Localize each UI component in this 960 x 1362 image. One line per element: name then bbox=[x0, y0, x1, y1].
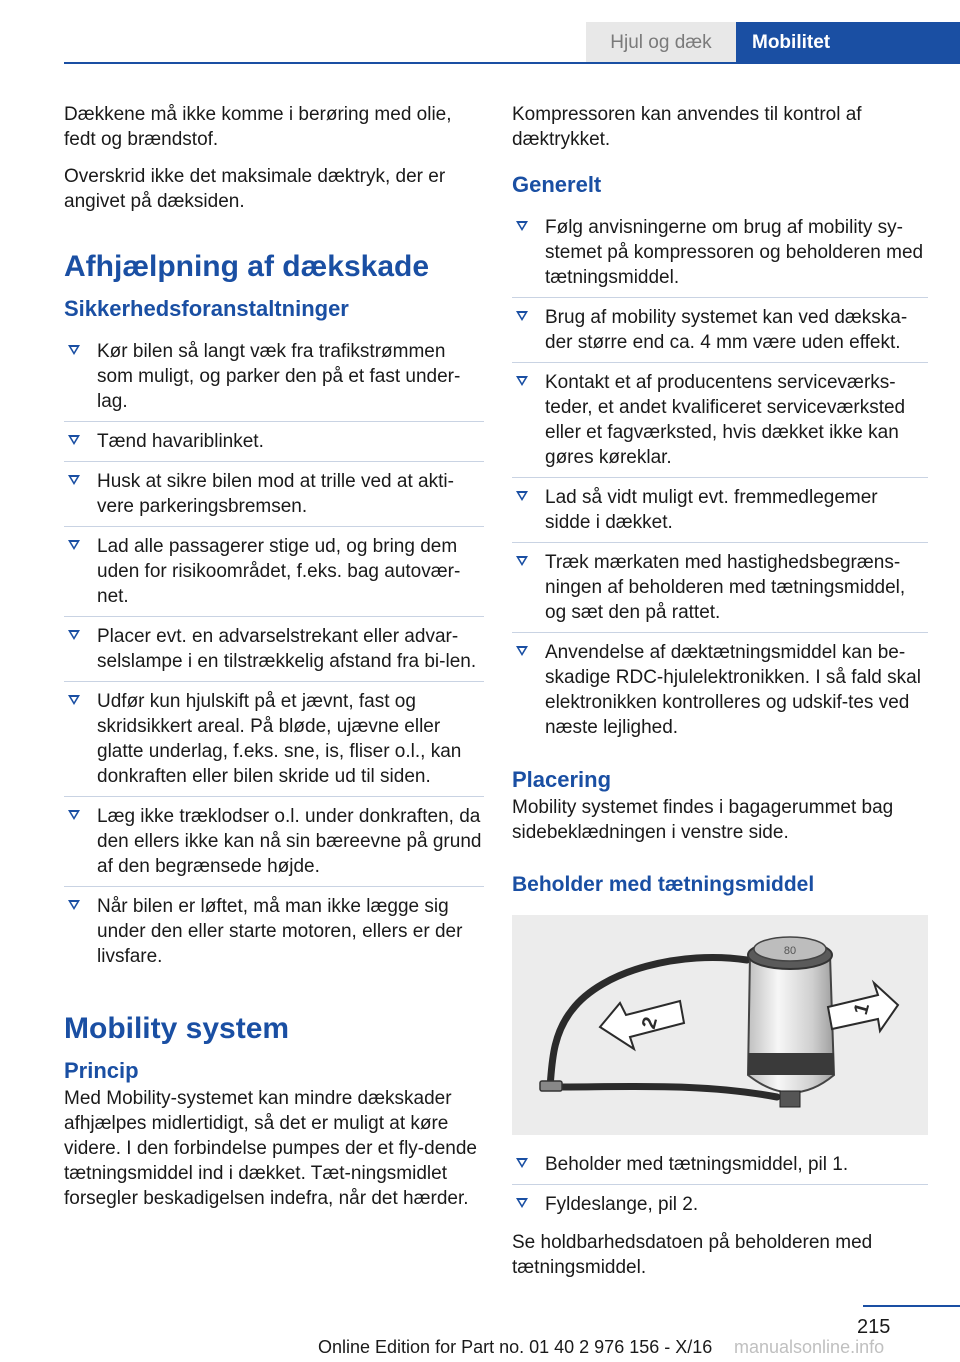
subsection-title-placement: Placering bbox=[512, 767, 612, 792]
safety-list bbox=[64, 332, 484, 976]
section-title-tire-damage: Afhjælpning af dækskade bbox=[64, 250, 430, 283]
list-item bbox=[64, 422, 484, 462]
list-item-text: Lad alle passagerer stige ud, og bring dem uden for risikoområdet, f.eks. bag autovær-net. bbox=[97, 536, 461, 607]
expiry-paragraph: Se holdbarhedsdatoen på beholderen med tætningsmiddel. bbox=[512, 1232, 873, 1278]
list-item bbox=[512, 1185, 928, 1224]
list-item bbox=[64, 462, 484, 527]
list-item-text: Lad så vidt muligt evt. fremmedlegemer sidde i dækket. bbox=[545, 487, 878, 533]
cap-label: 80 bbox=[783, 945, 797, 957]
list-item-text: Læg ikke træklodser o.l. under donkraften, da den ellers ikke kan nå sin bæreevne på grund af den begrænsede højde. bbox=[97, 806, 482, 877]
watermark: manualsonline.info bbox=[734, 1337, 885, 1357]
arrow-1-label: 1 bbox=[849, 1000, 875, 1018]
arrow-2-icon bbox=[600, 1001, 684, 1049]
list-item bbox=[64, 682, 484, 797]
footer-rule bbox=[863, 1305, 960, 1307]
figure-legend-list bbox=[512, 1145, 928, 1224]
intro-paragraph-2: Overskrid ikke det maksimale dæktryk, der er angivet på dæksiden. bbox=[64, 166, 446, 212]
triangle-bullet-icon bbox=[68, 695, 80, 705]
list-item-text: Følg anvisningerne om brug af mobility sy-stemet på kompressoren og beholderen med tætningsmiddel. bbox=[545, 217, 924, 288]
triangle-bullet-icon bbox=[516, 1198, 528, 1208]
list-item-text: Kontakt et af producentens serviceværks-teder, et andet kvalificeret serviceværksted eller et fagværksted, hvis dækket ikke kan gøres køreklar. bbox=[545, 372, 906, 468]
triangle-bullet-icon bbox=[68, 900, 80, 910]
general-list bbox=[512, 208, 928, 747]
list-item bbox=[64, 887, 484, 976]
list-item bbox=[512, 298, 928, 363]
triangle-bullet-icon bbox=[516, 221, 528, 231]
tab-wheels-and-tires[interactable]: Hjul og dæk bbox=[586, 22, 736, 62]
subsection-title-principle: Princip bbox=[64, 1058, 139, 1083]
list-item-text: Tænd havariblinket. bbox=[97, 431, 264, 452]
list-item-text: Anvendelse af dæktætningsmiddel kan be-skadige RDC-hjulelektronikken. I så fald skal elektronikken kontrolleres og udskif-tes ved næste lejlighed. bbox=[545, 642, 921, 738]
header-tabs bbox=[586, 22, 960, 62]
left-column bbox=[64, 102, 484, 1223]
list-item-text: Udfør kun hjulskift på et jævnt, fast og skridsikkert areal. På bløde, ujævne eller glatte underlag, f.eks. sne, is, fliser o.l., kan donkraften eller bilen skride ud til siden. bbox=[97, 691, 462, 787]
subsection-title-safety: Sikkerhedsforanstaltninger bbox=[64, 296, 349, 321]
list-item bbox=[512, 363, 928, 478]
list-item bbox=[64, 527, 484, 617]
triangle-bullet-icon bbox=[516, 491, 528, 501]
list-item bbox=[64, 797, 484, 887]
hose-lower-path bbox=[550, 1086, 777, 1097]
triangle-bullet-icon bbox=[68, 630, 80, 640]
right-column bbox=[512, 102, 928, 1292]
sealant-container-illustration bbox=[512, 915, 928, 1135]
triangle-bullet-icon bbox=[516, 376, 528, 386]
triangle-bullet-icon bbox=[516, 646, 528, 656]
header-rule bbox=[64, 62, 960, 64]
list-item bbox=[512, 543, 928, 633]
compressor-paragraph: Kompressoren kan anvendes til kontrol af dæktrykket. bbox=[512, 104, 862, 150]
intro-paragraph-1: Dækkene må ikke komme i berøring med olie, fedt og brændstof. bbox=[64, 104, 452, 150]
list-item-text: Træk mærkaten med hastighedsbegræns-ningen af beholderen med tætningsmiddel, og sæt den på rattet. bbox=[545, 552, 906, 623]
list-item-text: Når bilen er løftet, må man ikke lægge sig under den eller starte motoren, ellers er der livsfare. bbox=[97, 896, 463, 967]
triangle-bullet-icon bbox=[68, 435, 80, 445]
principle-paragraph: Med Mobility-systemet kan mindre dækskader afhjælpes midlertidigt, så det er muligt at køre videre. I den forbindelse pumpes der et fly-dende tætningsmiddel ind i dækket. Tæt-ningsmidlet forsegler beskadigelsen indefra, når det hærder. bbox=[64, 1088, 477, 1209]
list-item bbox=[512, 478, 928, 543]
edition-footer: Online Edition for Part no. 01 40 2 976 156 - X/16 bbox=[318, 1337, 713, 1357]
list-item-text: Brug af mobility systemet kan ved dækska-der større end ca. 4 mm være uden effekt. bbox=[545, 307, 908, 353]
triangle-bullet-icon bbox=[68, 810, 80, 820]
subsection-title-general: Generelt bbox=[512, 172, 602, 197]
section-title-mobility-system: Mobility system bbox=[64, 1012, 290, 1045]
list-item bbox=[512, 1145, 928, 1185]
triangle-bullet-icon bbox=[68, 540, 80, 550]
list-item-text: Placer evt. en advarselstrekant eller advar-selslampe i en tilstrækkelig afstand fra bi-len. bbox=[97, 626, 477, 672]
triangle-bullet-icon bbox=[516, 556, 528, 566]
triangle-bullet-icon bbox=[516, 311, 528, 321]
list-item-text: Kør bilen så langt væk fra trafikstrømmen som muligt, og parker den på et fast under-lag. bbox=[97, 341, 461, 412]
list-item-text: Husk at sikre bilen mod at trille ved at akti-vere parkeringsbremsen. bbox=[97, 471, 454, 517]
triangle-bullet-icon bbox=[68, 345, 80, 355]
list-item-text: Beholder med tætningsmiddel, pil 1. bbox=[545, 1154, 849, 1175]
list-item bbox=[512, 633, 928, 747]
placement-paragraph: Mobility systemet findes i bagagerummet bag sidebeklædningen i venstre side. bbox=[512, 797, 894, 843]
triangle-bullet-icon bbox=[516, 1158, 528, 1168]
list-item bbox=[64, 332, 484, 422]
triangle-bullet-icon bbox=[68, 475, 80, 485]
subsection-title-sealant-container: Beholder med tætningsmiddel bbox=[512, 873, 815, 896]
list-item bbox=[64, 617, 484, 682]
hose-connector bbox=[540, 1081, 562, 1091]
container-valve bbox=[780, 1091, 800, 1107]
list-item-text: Fyldeslange, pil 2. bbox=[545, 1194, 699, 1215]
arrow-1-icon bbox=[828, 983, 898, 1031]
tab-mobility[interactable]: Mobilitet bbox=[736, 22, 960, 62]
page-number: 215 bbox=[857, 1316, 891, 1338]
container-base-band bbox=[748, 1053, 834, 1075]
list-item bbox=[512, 208, 928, 298]
arrow-2-label: 2 bbox=[637, 1014, 663, 1032]
sealant-container-figure bbox=[512, 915, 928, 1135]
